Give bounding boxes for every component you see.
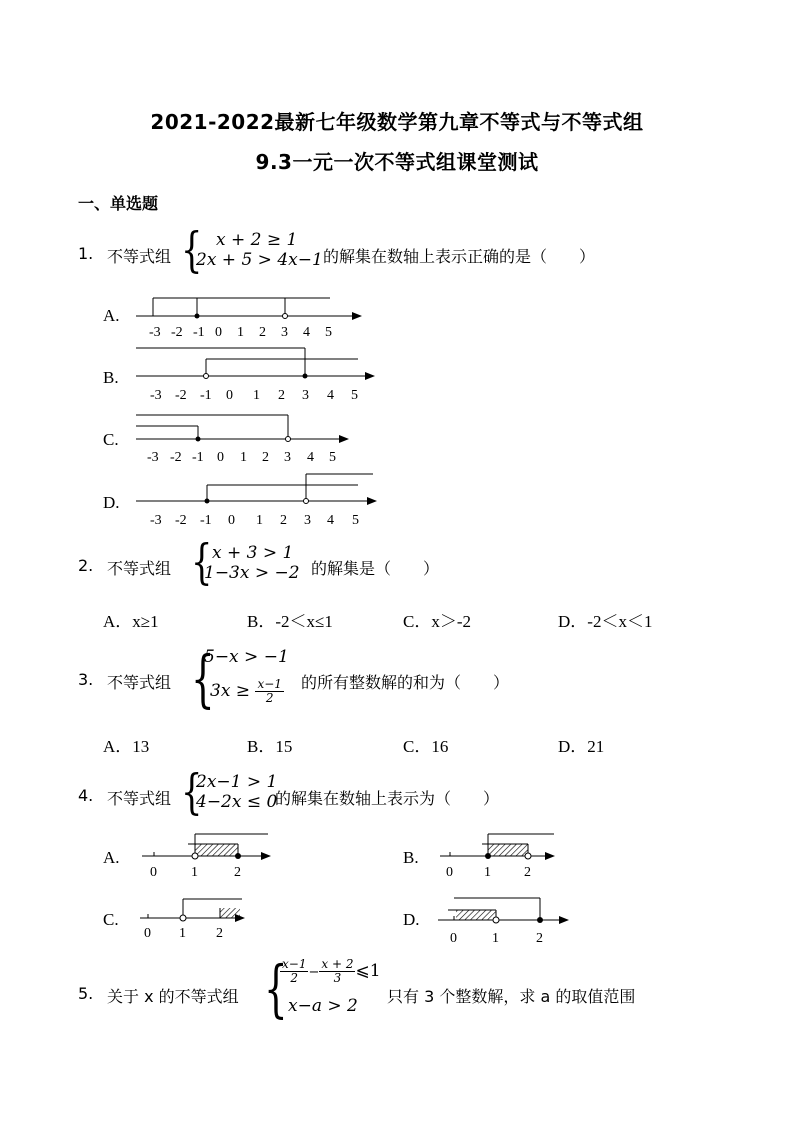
tick-label: 5 — [325, 325, 332, 340]
tick-label: 0 — [226, 388, 233, 403]
tick-label: 4 — [307, 450, 314, 465]
question-tail: 的解集在数轴上表示正确的是（ ） — [323, 247, 596, 266]
tick-label: -2 — [175, 513, 187, 528]
tick-label: 5 — [329, 450, 336, 465]
tick-label: -1 — [200, 513, 212, 528]
tick-label: 2 — [280, 513, 287, 528]
question-stem: 不等式组 — [107, 673, 172, 692]
option-a-number-line — [130, 292, 370, 342]
option-d-label: D. — [103, 493, 120, 512]
option-b-label: B. — [103, 368, 119, 387]
option-c-label: C. — [103, 430, 119, 449]
tick-label: 3 — [304, 513, 311, 528]
brace: { — [181, 222, 203, 278]
tick-label: 2 — [262, 450, 269, 465]
option-a: A．x≥1 — [103, 612, 159, 631]
question-number: 4. — [78, 786, 94, 805]
option-c-label: C. — [103, 910, 119, 929]
tick-label: 2 — [216, 926, 223, 941]
option-c-number-line — [136, 894, 256, 944]
tick-label: 4 — [327, 388, 334, 403]
tick-label: 2 — [524, 865, 531, 880]
fraction-numerator: x + 2 — [321, 957, 354, 971]
tick-label: -3 — [147, 450, 159, 465]
inequality-2: 2x + 5 > 4x−1 — [196, 250, 323, 270]
tick-label: 5 — [351, 388, 358, 403]
inequality-1: x + 2 ≥ 1 — [216, 230, 298, 250]
option-a-label: A. — [103, 848, 120, 867]
question-stem: 关于 x 的不等式组 — [107, 987, 239, 1006]
option-b-number-line — [130, 346, 380, 406]
question-tail: 只有 3 个整数解，求 a 的取值范围 — [387, 987, 636, 1006]
minus-sign: − — [308, 965, 320, 980]
tick-label: 4 — [303, 325, 310, 340]
tick-label: 1 — [237, 325, 244, 340]
tick-label: 1 — [256, 513, 263, 528]
option-c: C．x＞-2 — [403, 612, 471, 631]
tick-label: -3 — [149, 325, 161, 340]
tick-label: 3 — [302, 388, 309, 403]
option-c: C．16 — [403, 737, 449, 756]
tick-label: -2 — [171, 325, 183, 340]
question-tail: 的解集在数轴上表示为（ ） — [275, 789, 500, 808]
brace: { — [264, 952, 288, 1025]
inequality-2-left: 3x ≥ — [210, 681, 251, 701]
tick-label: 0 — [150, 865, 157, 880]
inequality-2 — [210, 678, 284, 705]
tick-label: 3 — [281, 325, 288, 340]
option-a-number-line — [138, 828, 278, 880]
tick-label: 1 — [240, 450, 247, 465]
page-subtitle: 9.3一元一次不等式组课堂测试 — [255, 150, 539, 174]
option-b: B．15 — [247, 737, 293, 756]
tick-label: 4 — [327, 513, 334, 528]
fraction-2 — [319, 958, 355, 985]
le-one: ⩽1 — [355, 961, 381, 981]
option-d: D．21 — [558, 737, 605, 756]
tick-label: -1 — [200, 388, 212, 403]
tick-label: 0 — [144, 926, 151, 941]
option-d-number-line — [434, 888, 574, 948]
question-number: 1. — [78, 244, 94, 263]
inequality-1: 2x−1 > 1 — [196, 772, 278, 792]
fraction-1 — [280, 958, 308, 985]
tick-label: -2 — [170, 450, 182, 465]
option-b-label: B. — [403, 848, 419, 867]
option-c-number-line — [130, 410, 360, 468]
tick-label: 2 — [234, 865, 241, 880]
fraction-numerator: x−1 — [257, 677, 282, 691]
question-stem: 不等式组 — [107, 789, 172, 808]
inequality-1: 5−x > −1 — [204, 647, 289, 667]
tick-label: 0 — [215, 325, 222, 340]
inequality-2: x−a > 2 — [288, 996, 358, 1016]
question-number: 2. — [78, 556, 94, 575]
tick-label: 2 — [536, 931, 543, 946]
option-b: B．-2＜x≤1 — [247, 612, 333, 631]
tick-label: 1 — [191, 865, 198, 880]
inequality-1: x + 3 > 1 — [212, 543, 294, 563]
tick-label: 0 — [446, 865, 453, 880]
brace: { — [191, 534, 213, 590]
page-title: 2021-2022最新七年级数学第九章不等式与不等式组 — [150, 110, 644, 134]
tick-label: 1 — [484, 865, 491, 880]
tick-label: 3 — [284, 450, 291, 465]
question-stem: 不等式组 — [107, 559, 172, 578]
tick-label: 0 — [217, 450, 224, 465]
tick-label: -3 — [150, 513, 162, 528]
fraction-denominator: 3 — [333, 971, 342, 985]
fraction-denominator: 2 — [290, 971, 299, 985]
tick-label: -3 — [150, 388, 162, 403]
option-a: A．13 — [103, 737, 150, 756]
fraction-numerator: x−1 — [282, 957, 307, 971]
section-heading: 一、单选题 — [78, 194, 159, 213]
option-d-label: D. — [403, 910, 420, 929]
question-tail: 的解集是（ ） — [311, 559, 440, 578]
fraction — [255, 678, 283, 705]
tick-label: 1 — [253, 388, 260, 403]
question-number: 5. — [78, 984, 94, 1003]
question-number: 3. — [78, 670, 94, 689]
question-stem: 不等式组 — [107, 247, 172, 266]
tick-label: 0 — [228, 513, 235, 528]
brace: { — [181, 764, 203, 820]
tick-label: 2 — [259, 325, 266, 340]
tick-label: 2 — [278, 388, 285, 403]
tick-label: 1 — [179, 926, 186, 941]
tick-label: 5 — [352, 513, 359, 528]
inequality-2: 1−3x > −2 — [204, 563, 300, 583]
tick-label: 1 — [492, 931, 499, 946]
tick-label: -1 — [193, 325, 205, 340]
inequality-2: 4−2x ≤ 0 — [196, 792, 278, 812]
question-tail: 的所有整数解的和为（ ） — [301, 673, 510, 692]
tick-label: -2 — [175, 388, 187, 403]
inequality-1 — [280, 958, 381, 985]
option-d-number-line — [130, 470, 380, 530]
brace: { — [191, 642, 215, 715]
option-b-number-line — [436, 828, 566, 880]
tick-label: -1 — [192, 450, 204, 465]
fraction-denominator: 2 — [265, 691, 274, 705]
option-d: D．-2＜x＜1 — [558, 612, 653, 631]
tick-label: 0 — [450, 931, 457, 946]
option-a-label: A. — [103, 306, 120, 325]
